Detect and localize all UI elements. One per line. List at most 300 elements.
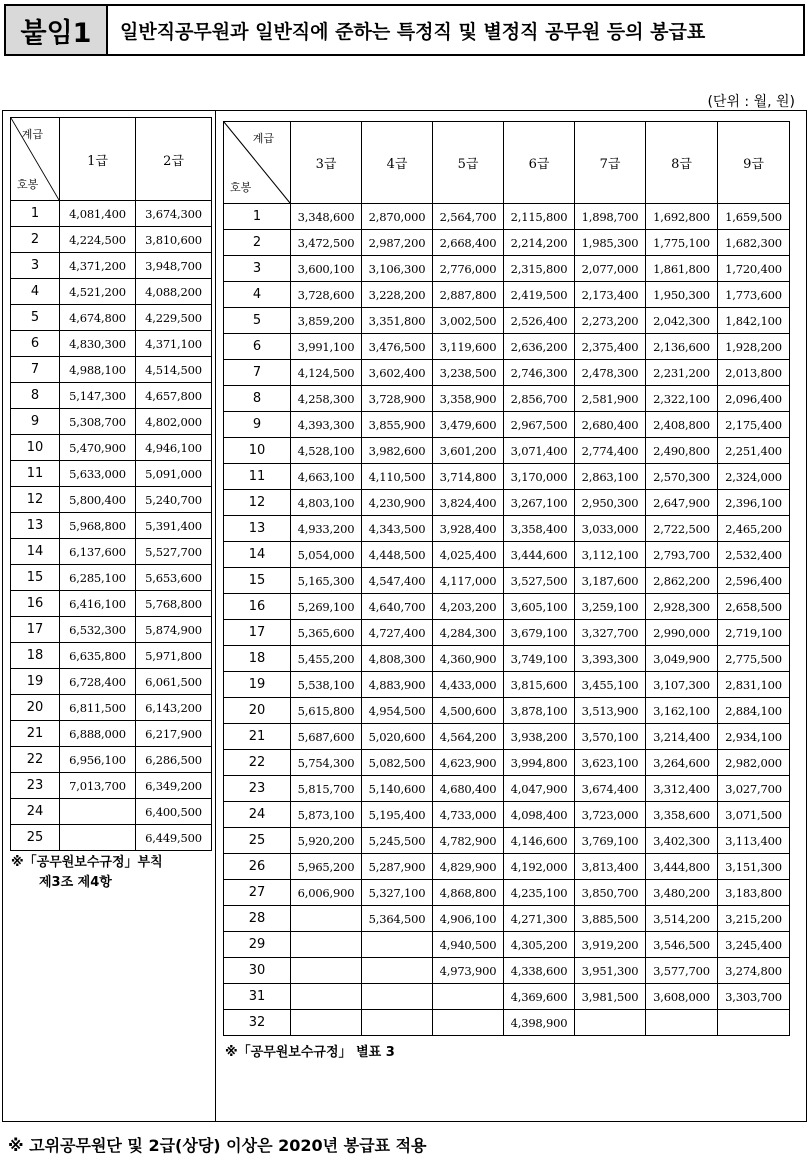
salary-cell: 2,934,100: [718, 724, 790, 750]
salary-cell: 3,472,500: [291, 230, 362, 256]
salary-cell: 1,773,600: [718, 282, 790, 308]
salary-cell: 2,719,100: [718, 620, 790, 646]
salary-cell: 3,810,600: [136, 227, 212, 253]
salary-cell: 6,956,100: [60, 747, 136, 773]
salary-cell: 1,775,100: [646, 230, 718, 256]
salary-cell: 5,140,600: [362, 776, 433, 802]
salary-cell: [60, 799, 136, 825]
step-cell: 8: [224, 386, 291, 412]
table-row: [11, 331, 212, 357]
salary-cell: 1,985,300: [575, 230, 646, 256]
salary-cell: 4,088,200: [136, 279, 212, 305]
salary-cell: [291, 1010, 362, 1036]
table-row: [224, 958, 790, 984]
salary-cell: 3,071,400: [504, 438, 575, 464]
step-cell: 16: [11, 591, 60, 617]
salary-cell: 2,096,400: [718, 386, 790, 412]
table-row: [224, 204, 790, 230]
salary-cell: 2,042,300: [646, 308, 718, 334]
salary-cell: 3,476,500: [362, 334, 433, 360]
salary-cell: 2,990,000: [646, 620, 718, 646]
salary-cell: 4,398,900: [504, 1010, 575, 1036]
attachment-tag: 붙임1: [4, 4, 108, 56]
salary-cell: 3,600,100: [291, 256, 362, 282]
salary-cell: 4,830,300: [60, 331, 136, 357]
salary-cell: 2,596,400: [718, 568, 790, 594]
salary-cell: 2,658,500: [718, 594, 790, 620]
table-row: [11, 643, 212, 669]
salary-cell: 5,365,600: [291, 620, 362, 646]
grade-header: 6급: [504, 122, 575, 204]
salary-cell: 3,214,400: [646, 724, 718, 750]
salary-cell: 3,749,100: [504, 646, 575, 672]
salary-cell: 5,054,000: [291, 542, 362, 568]
salary-cell: 3,602,400: [362, 360, 433, 386]
step-cell: 18: [224, 646, 291, 672]
salary-cell: [433, 984, 504, 1010]
table-row: [224, 854, 790, 880]
step-cell: 29: [224, 932, 291, 958]
salary-cell: [362, 958, 433, 984]
table-row: [224, 1010, 790, 1036]
salary-cell: 4,081,400: [60, 201, 136, 227]
salary-cell: 3,274,800: [718, 958, 790, 984]
salary-cell: 5,020,600: [362, 724, 433, 750]
step-cell: 22: [224, 750, 291, 776]
table-row: [224, 750, 790, 776]
salary-cell: 3,674,400: [575, 776, 646, 802]
salary-cell: 5,968,800: [60, 513, 136, 539]
salary-cell: [718, 1010, 790, 1036]
salary-cell: 4,235,100: [504, 880, 575, 906]
salary-cell: [291, 932, 362, 958]
table-row: [11, 435, 212, 461]
step-cell: 28: [224, 906, 291, 932]
salary-cell: 4,230,900: [362, 490, 433, 516]
table-row: [11, 357, 212, 383]
table-row: [224, 594, 790, 620]
corner-step-label: 호봉: [17, 178, 39, 191]
step-cell: 17: [224, 620, 291, 646]
salary-cell: 5,082,500: [362, 750, 433, 776]
salary-cell: 3,623,100: [575, 750, 646, 776]
salary-cell: 5,240,700: [136, 487, 212, 513]
salary-cell: 3,601,200: [433, 438, 504, 464]
salary-cell: [362, 1010, 433, 1036]
salary-cell: 3,402,300: [646, 828, 718, 854]
salary-cell: 3,106,300: [362, 256, 433, 282]
step-cell: 24: [224, 802, 291, 828]
salary-cell: 4,047,900: [504, 776, 575, 802]
salary-cell: 3,358,400: [504, 516, 575, 542]
step-cell: 4: [224, 282, 291, 308]
table-row: [11, 773, 212, 799]
salary-cell: 7,013,700: [60, 773, 136, 799]
step-cell: 10: [11, 435, 60, 461]
salary-cell: 6,137,600: [60, 539, 136, 565]
salary-cell: 2,722,500: [646, 516, 718, 542]
salary-cell: 2,967,500: [504, 412, 575, 438]
salary-cell: 6,811,500: [60, 695, 136, 721]
salary-cell: 2,775,500: [718, 646, 790, 672]
table-row: [224, 880, 790, 906]
salary-cell: 4,528,100: [291, 438, 362, 464]
table-row: [224, 256, 790, 282]
salary-cell: 1,842,100: [718, 308, 790, 334]
salary-cell: 2,526,400: [504, 308, 575, 334]
salary-cell: 6,006,900: [291, 880, 362, 906]
salary-cell: 4,988,100: [60, 357, 136, 383]
salary-cell: 6,888,000: [60, 721, 136, 747]
salary-cell: 1,928,200: [718, 334, 790, 360]
step-cell: 3: [11, 253, 60, 279]
table-row: [224, 282, 790, 308]
salary-cell: 2,115,800: [504, 204, 575, 230]
salary-cell: 4,271,300: [504, 906, 575, 932]
salary-cell: 4,371,200: [60, 253, 136, 279]
salary-cell: 1,720,400: [718, 256, 790, 282]
table-row: [11, 799, 212, 825]
table-row: [224, 360, 790, 386]
salary-cell: 3,850,700: [575, 880, 646, 906]
salary-cell: 5,391,400: [136, 513, 212, 539]
table-row: [224, 646, 790, 672]
table-row: [224, 828, 790, 854]
table-row: [224, 620, 790, 646]
salary-cell: 3,393,300: [575, 646, 646, 672]
salary-cell: 3,938,200: [504, 724, 575, 750]
step-cell: 17: [11, 617, 60, 643]
salary-cell: 4,733,000: [433, 802, 504, 828]
step-cell: 11: [224, 464, 291, 490]
salary-cell: 4,500,600: [433, 698, 504, 724]
salary-cell: 3,112,100: [575, 542, 646, 568]
salary-cell: 5,308,700: [60, 409, 136, 435]
salary-cell: 2,173,400: [575, 282, 646, 308]
salary-cell: 4,946,100: [136, 435, 212, 461]
grade-header: 4급: [362, 122, 433, 204]
note-line: ※「공무원보수규정」부칙: [11, 855, 163, 870]
salary-cell: 3,107,300: [646, 672, 718, 698]
salary-cell: 3,312,400: [646, 776, 718, 802]
right-table-note: ※「공무원보수규정」 별표 3: [225, 1045, 395, 1060]
salary-cell: 6,728,400: [60, 669, 136, 695]
grade-header: 8급: [646, 122, 718, 204]
table-row: [224, 698, 790, 724]
step-cell: 21: [11, 721, 60, 747]
grade-header: 5급: [433, 122, 504, 204]
table-row: [224, 386, 790, 412]
salary-cell: 3,513,900: [575, 698, 646, 724]
salary-cell: 3,033,000: [575, 516, 646, 542]
table-row: [11, 279, 212, 305]
salary-cell: 2,636,200: [504, 334, 575, 360]
salary-cell: 1,659,500: [718, 204, 790, 230]
salary-cell: 3,815,600: [504, 672, 575, 698]
salary-cell: [362, 984, 433, 1010]
table-body: [11, 201, 212, 851]
table-row: [224, 464, 790, 490]
step-cell: 9: [11, 409, 60, 435]
table-row: [11, 487, 212, 513]
salary-cell: 4,674,800: [60, 305, 136, 331]
table-header-row: [224, 122, 790, 204]
salary-cell: 2,231,200: [646, 360, 718, 386]
step-cell: 6: [224, 334, 291, 360]
salary-cell: 2,478,300: [575, 360, 646, 386]
table-row: [224, 542, 790, 568]
step-cell: 25: [224, 828, 291, 854]
step-cell: 14: [11, 539, 60, 565]
salary-cell: 5,527,700: [136, 539, 212, 565]
step-cell: 18: [11, 643, 60, 669]
salary-cell: 6,635,800: [60, 643, 136, 669]
step-cell: 26: [224, 854, 291, 880]
step-cell: 1: [224, 204, 291, 230]
salary-cell: 3,228,200: [362, 282, 433, 308]
salary-cell: 2,490,800: [646, 438, 718, 464]
salary-cell: 4,973,900: [433, 958, 504, 984]
step-cell: 12: [224, 490, 291, 516]
step-cell: 15: [11, 565, 60, 591]
salary-cell: 4,343,500: [362, 516, 433, 542]
table-row: [11, 253, 212, 279]
salary-cell: 6,285,100: [60, 565, 136, 591]
salary-cell: 4,258,300: [291, 386, 362, 412]
table-row: [11, 669, 212, 695]
table-row: [11, 461, 212, 487]
salary-cell: 2,077,000: [575, 256, 646, 282]
table-row: [224, 230, 790, 256]
salary-cell: 5,538,100: [291, 672, 362, 698]
salary-cell: 2,776,000: [433, 256, 504, 282]
salary-cell: 6,143,200: [136, 695, 212, 721]
salary-cell: 3,928,400: [433, 516, 504, 542]
table-row: [11, 409, 212, 435]
table-row: [224, 334, 790, 360]
salary-cell: 3,170,000: [504, 464, 575, 490]
salary-cell: 4,203,200: [433, 594, 504, 620]
step-cell: 19: [11, 669, 60, 695]
salary-cell: 4,933,200: [291, 516, 362, 542]
step-cell: 14: [224, 542, 291, 568]
step-cell: 10: [224, 438, 291, 464]
salary-cell: 4,448,500: [362, 542, 433, 568]
salary-cell: 2,668,400: [433, 230, 504, 256]
salary-cell: 5,971,800: [136, 643, 212, 669]
salary-cell: 4,782,900: [433, 828, 504, 854]
salary-cell: 4,192,000: [504, 854, 575, 880]
salary-cell: 3,071,500: [718, 802, 790, 828]
salary-cell: 4,954,500: [362, 698, 433, 724]
step-cell: 21: [224, 724, 291, 750]
salary-cell: 3,358,600: [646, 802, 718, 828]
salary-cell: 3,885,500: [575, 906, 646, 932]
salary-cell: 2,214,200: [504, 230, 575, 256]
salary-cell: 5,920,200: [291, 828, 362, 854]
salary-cell: 5,091,000: [136, 461, 212, 487]
step-cell: 1: [11, 201, 60, 227]
salary-cell: 1,682,300: [718, 230, 790, 256]
table-body: [224, 204, 790, 1036]
salary-cell: [291, 984, 362, 1010]
step-cell: 7: [11, 357, 60, 383]
salary-cell: 4,124,500: [291, 360, 362, 386]
salary-cell: 4,803,100: [291, 490, 362, 516]
salary-cell: 3,813,400: [575, 854, 646, 880]
table-row: [224, 490, 790, 516]
table-row: [11, 227, 212, 253]
salary-cell: 2,251,400: [718, 438, 790, 464]
salary-cell: 3,238,500: [433, 360, 504, 386]
step-cell: 11: [11, 461, 60, 487]
table-row: [11, 513, 212, 539]
salary-cell: 2,581,900: [575, 386, 646, 412]
salary-cell: 1,898,700: [575, 204, 646, 230]
salary-cell: 3,113,400: [718, 828, 790, 854]
salary-cell: 2,793,700: [646, 542, 718, 568]
salary-cell: 4,623,900: [433, 750, 504, 776]
step-cell: 5: [11, 305, 60, 331]
salary-cell: 2,987,200: [362, 230, 433, 256]
table-row: [224, 724, 790, 750]
step-cell: 32: [224, 1010, 291, 1036]
salary-cell: 2,887,800: [433, 282, 504, 308]
salary-table-grades-3-9: [223, 121, 790, 1036]
salary-cell: 6,061,500: [136, 669, 212, 695]
salary-cell: 3,769,100: [575, 828, 646, 854]
salary-cell: 6,217,900: [136, 721, 212, 747]
step-cell: 24: [11, 799, 60, 825]
salary-cell: 2,570,300: [646, 464, 718, 490]
salary-cell: 6,449,500: [136, 825, 212, 851]
salary-cell: 4,284,300: [433, 620, 504, 646]
salary-cell: 3,679,100: [504, 620, 575, 646]
corner-step-label: 호봉: [230, 181, 252, 194]
salary-cell: 4,564,200: [433, 724, 504, 750]
salary-cell: 3,444,600: [504, 542, 575, 568]
salary-cell: 5,687,600: [291, 724, 362, 750]
salary-cell: 2,315,800: [504, 256, 575, 282]
table-row: [11, 539, 212, 565]
salary-cell: 2,136,600: [646, 334, 718, 360]
salary-cell: 4,940,500: [433, 932, 504, 958]
salary-cell: 3,259,100: [575, 594, 646, 620]
salary-cell: 3,245,400: [718, 932, 790, 958]
salary-cell: [291, 906, 362, 932]
table-row: [11, 565, 212, 591]
salary-cell: 4,663,100: [291, 464, 362, 490]
table-row: [224, 412, 790, 438]
step-cell: 9: [224, 412, 291, 438]
salary-cell: 4,224,500: [60, 227, 136, 253]
salary-cell: 3,570,100: [575, 724, 646, 750]
table-row: [11, 825, 212, 851]
salary-cell: [575, 1010, 646, 1036]
salary-cell: 3,187,600: [575, 568, 646, 594]
salary-cell: 5,287,900: [362, 854, 433, 880]
salary-cell: 4,868,800: [433, 880, 504, 906]
salary-table-grades-1-2: [10, 117, 212, 851]
table-row: [224, 932, 790, 958]
salary-cell: 3,714,800: [433, 464, 504, 490]
salary-cell: 3,119,600: [433, 334, 504, 360]
salary-cell: 2,831,100: [718, 672, 790, 698]
grade-header: 3급: [291, 122, 362, 204]
salary-cell: 5,195,400: [362, 802, 433, 828]
salary-cell: 3,728,600: [291, 282, 362, 308]
salary-cell: 6,416,100: [60, 591, 136, 617]
step-cell: 25: [11, 825, 60, 851]
salary-cell: 4,514,500: [136, 357, 212, 383]
salary-cell: 6,400,500: [136, 799, 212, 825]
table-row: [224, 906, 790, 932]
step-cell: 3: [224, 256, 291, 282]
salary-cell: [362, 932, 433, 958]
table-row: [11, 305, 212, 331]
salary-cell: 6,286,500: [136, 747, 212, 773]
salary-cell: 4,657,800: [136, 383, 212, 409]
table-row: [224, 516, 790, 542]
step-cell: 12: [11, 487, 60, 513]
salary-cell: 2,175,400: [718, 412, 790, 438]
salary-cell: 3,455,100: [575, 672, 646, 698]
salary-cell: 2,856,700: [504, 386, 575, 412]
step-cell: 31: [224, 984, 291, 1010]
salary-cell: 6,532,300: [60, 617, 136, 643]
salary-cell: 3,264,600: [646, 750, 718, 776]
salary-cell: 2,647,900: [646, 490, 718, 516]
step-cell: 27: [224, 880, 291, 906]
salary-cell: 3,723,000: [575, 802, 646, 828]
salary-cell: 3,151,300: [718, 854, 790, 880]
step-cell: 20: [11, 695, 60, 721]
salary-cell: 3,546,500: [646, 932, 718, 958]
salary-cell: 3,824,400: [433, 490, 504, 516]
salary-cell: 5,754,300: [291, 750, 362, 776]
step-cell: 22: [11, 747, 60, 773]
step-cell: 20: [224, 698, 291, 724]
salary-cell: 4,547,400: [362, 568, 433, 594]
step-cell: 2: [11, 227, 60, 253]
salary-cell: 3,479,600: [433, 412, 504, 438]
salary-cell: 3,267,100: [504, 490, 575, 516]
salary-cell: 4,802,000: [136, 409, 212, 435]
salary-cell: 3,605,100: [504, 594, 575, 620]
salary-cell: 4,680,400: [433, 776, 504, 802]
grade-header: 9급: [718, 122, 790, 204]
salary-cell: 3,183,800: [718, 880, 790, 906]
salary-cell: 2,324,000: [718, 464, 790, 490]
corner-cell: [11, 118, 60, 201]
salary-cell: 4,808,300: [362, 646, 433, 672]
salary-cell: 4,829,900: [433, 854, 504, 880]
table-row: [224, 438, 790, 464]
salary-cell: 3,859,200: [291, 308, 362, 334]
salary-cell: 2,982,000: [718, 750, 790, 776]
step-cell: 8: [11, 383, 60, 409]
left-table-note: [11, 853, 163, 893]
salary-cell: 3,991,100: [291, 334, 362, 360]
content-frame: [2, 110, 807, 1122]
unit-note: (단위 : 월, 원): [707, 94, 795, 110]
footer-note: ※ 고위공무원단 및 2급(상당) 이상은 2020년 봉급표 적용: [8, 1136, 427, 1155]
salary-cell: 5,815,700: [291, 776, 362, 802]
table-row: [224, 672, 790, 698]
salary-cell: 4,433,000: [433, 672, 504, 698]
table-row: [11, 201, 212, 227]
salary-cell: 1,950,300: [646, 282, 718, 308]
